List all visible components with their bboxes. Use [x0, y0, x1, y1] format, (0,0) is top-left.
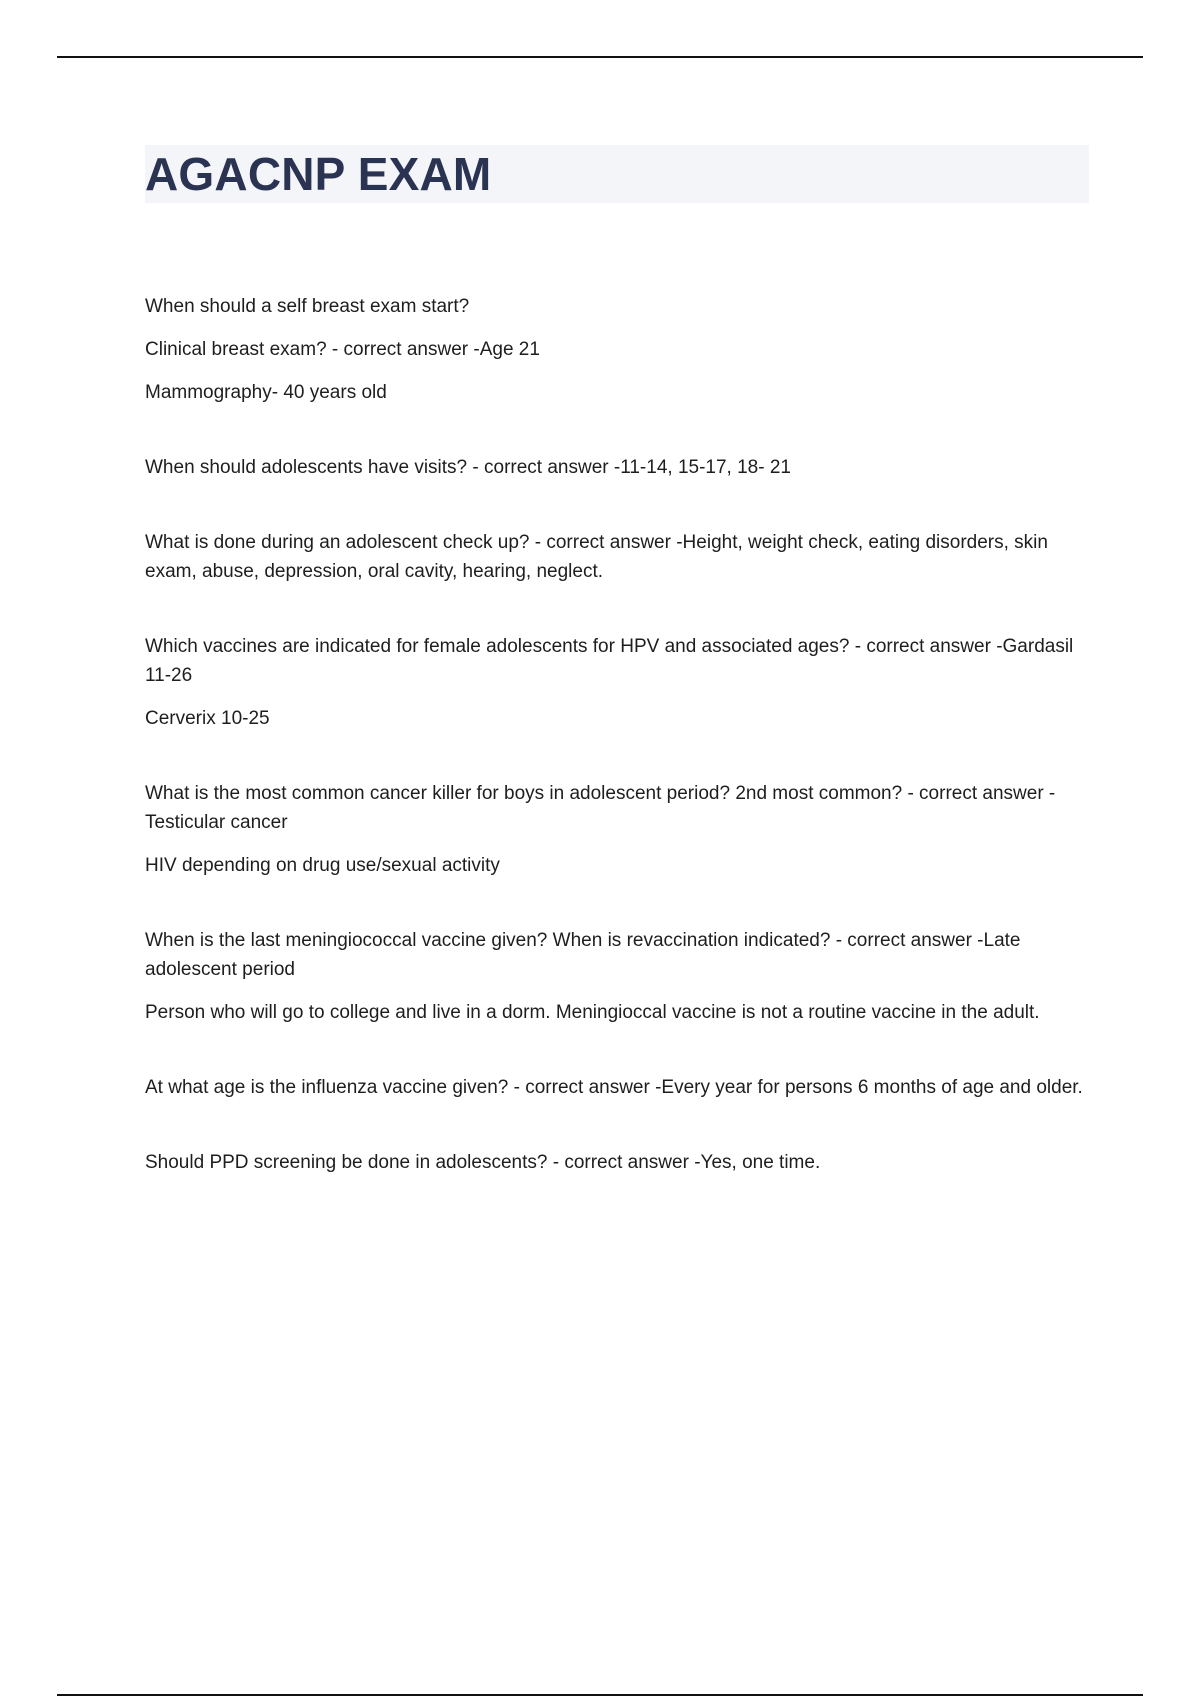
page-title: AGACNP EXAM	[145, 148, 492, 200]
answer-text: HIV depending on drug use/sexual activity	[145, 855, 500, 876]
question-answer-text: What is the most common cancer killer for boys in adolescent period? 2nd most common? - correct answer -Testicular cancer	[145, 783, 1056, 833]
answer-text: Person who will go to college and live in a dorm. Meningioccal vaccine is not a routine vaccine in the adult.	[145, 1002, 1040, 1023]
answer-text: Clinical breast exam? - correct answer -Age 21	[145, 339, 540, 360]
question-answer-text: What is done during an adolescent check up? - correct answer -Height, weight check, eating disorders, skin exam, abuse, depression, oral cavity, hearing, neglect.	[145, 532, 1048, 582]
qa-item	[145, 292, 1089, 407]
question-answer-text: Should PPD screening be done in adolescents? - correct answer -Yes, one time.	[145, 1152, 821, 1173]
qa-item	[145, 779, 1089, 880]
qa-list	[145, 292, 1089, 1177]
qa-item	[145, 632, 1089, 733]
qa-item	[145, 926, 1089, 1027]
title-banner	[145, 145, 1089, 203]
answer-text: Mammography- 40 years old	[145, 382, 387, 403]
bottom-divider	[57, 1694, 1143, 1696]
question-answer-text: When should adolescents have visits? - correct answer -11-14, 15-17, 18- 21	[145, 457, 791, 478]
question-answer-text: Which vaccines are indicated for female adolescents for HPV and associated ages? - correct answer -Gardasil 11-26	[145, 636, 1074, 686]
document-body	[145, 145, 1089, 1223]
question-answer-text: When is the last meningiococcal vaccine given? When is revaccination indicated? - correct answer -Late adolescent period	[145, 930, 1021, 980]
answer-text: Cerverix 10-25	[145, 708, 270, 729]
qa-item	[145, 1073, 1089, 1102]
top-divider	[57, 56, 1143, 58]
qa-item	[145, 528, 1089, 586]
qa-item	[145, 1148, 1089, 1177]
question-text: When should a self breast exam start?	[145, 296, 470, 317]
qa-item	[145, 453, 1089, 482]
question-answer-text: At what age is the influenza vaccine given? - correct answer -Every year for persons 6 months of age and older.	[145, 1077, 1083, 1098]
